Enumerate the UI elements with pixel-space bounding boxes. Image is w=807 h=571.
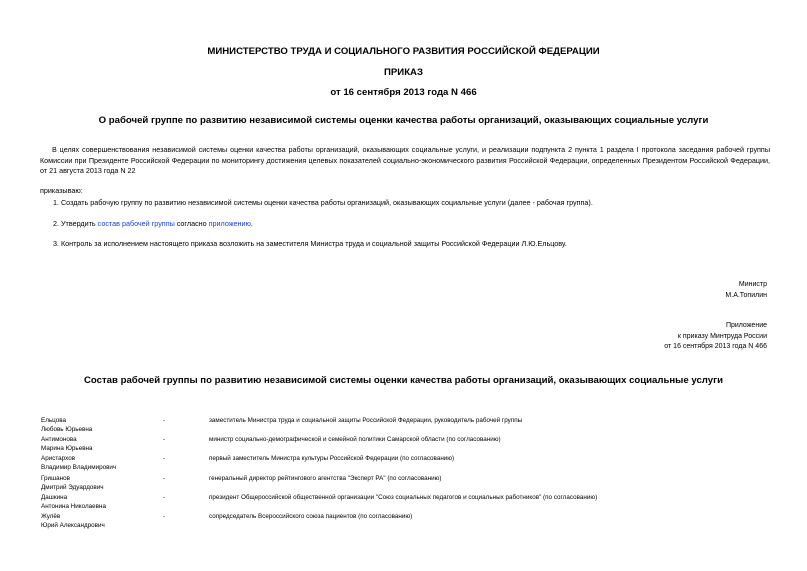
document-subject: О рабочей группе по развитию независимой системы оценки качества работы организаций, оказывающих социальные услуги	[98, 115, 709, 126]
member-given-name: Любовь Юрьевна	[41, 425, 93, 433]
order-item-2-suffix: .	[250, 219, 253, 228]
order-word: приказываю:	[40, 186, 83, 195]
appendix-link[interactable]: приложению	[208, 219, 251, 228]
member-surname: Аристархов	[41, 455, 76, 462]
member-name	[41, 436, 93, 453]
member-name	[41, 455, 116, 472]
signature-position: Министр	[738, 281, 767, 288]
composition-title: Состав рабочей группы по развитию независимой системы оценки качества работы организаций, оказывающих социальные услуги	[83, 375, 724, 386]
member-name	[41, 513, 105, 530]
member-given-name: Дмитрий Эдуардович	[41, 483, 104, 491]
order-item-1: 1. Создать рабочую группу по развитию независимой системы оценки качества работы организаций, оказывающих социальные услуги (далее - рабочая группа).	[53, 198, 593, 207]
order-item-3: 3. Контроль за исполнением настоящего приказа возложить на заместителя Министра труда и социальной защиты Российской Федерации Л.Ю.Ельцову.	[53, 239, 567, 248]
preamble-paragraph: В целях совершенствования независимой системы оценки качества работы организаций, оказывающих социальные услуги, и реализации подпункта 2 пункта 1 раздела I протокола заседания рабочей группы Комиссии при Президенте Российской Федерации по мониторингу достижения целевых показателей социально-экономического развития Российской Федерации, определенных Президентом Российской Федерации, от 21 августа 2013 года N 22	[40, 145, 770, 175]
order-item-2	[53, 219, 253, 229]
appendix-line-2: к приказу Минтруда России	[677, 332, 767, 340]
member-role: генеральный директор рейтингового агентства "Эксперт РА" (по согласованию)	[209, 475, 442, 482]
member-surname: Дашкина	[41, 494, 68, 501]
composition-link[interactable]: состав рабочей группы	[97, 219, 175, 228]
member-surname: Жулёв	[41, 513, 61, 520]
document-type: ПРИКАЗ	[384, 67, 423, 78]
order-item-2-prefix: 2. Утвердить	[53, 219, 98, 228]
member-surname: Антимонова	[41, 436, 77, 443]
member-given-name: Юрий Александрович	[41, 521, 105, 529]
appendix-line-1: Приложение	[725, 322, 767, 329]
order-item-2-middle: согласно	[174, 219, 209, 228]
signature-block	[725, 280, 767, 301]
member-name	[41, 475, 104, 492]
member-given-name: Антонина Николаевна	[41, 502, 106, 510]
member-dash: -	[163, 494, 166, 501]
appendix-reference	[664, 321, 767, 353]
member-role: первый заместитель Министра культуры Российской Федерации (по согласованию)	[209, 455, 455, 462]
member-given-name: Марина Юрьевна	[41, 444, 93, 452]
member-role: президент Общероссийской общественной организации "Союз социальных педагогов и социальных работников" (по согласованию)	[209, 494, 598, 501]
member-dash: -	[163, 513, 166, 520]
signature-name: М.А.Топилин	[725, 291, 767, 299]
member-dash: -	[163, 455, 166, 462]
member-surname: Гришанов	[41, 475, 70, 482]
member-role: заместитель Министра труда и социальной защиты Российской Федерации, руководитель рабочей группы	[209, 417, 523, 424]
member-name	[41, 494, 106, 511]
member-dash: -	[163, 436, 166, 443]
member-role: министр социально-демографической и семейной политики Самарской области (по согласованию)	[209, 436, 501, 443]
member-surname: Ельцова	[41, 417, 66, 424]
appendix-line-3: от 16 сентября 2013 года N 466	[664, 343, 767, 351]
document-date-number: от 16 сентября 2013 года N 466	[330, 87, 477, 98]
member-given-name: Владимир Владимирович	[41, 463, 117, 471]
member-dash: -	[163, 475, 166, 482]
member-name	[41, 417, 92, 434]
member-dash: -	[163, 417, 166, 424]
ministry-heading: МИНИСТЕРСТВО ТРУДА И СОЦИАЛЬНОГО РАЗВИТИЯ РОССИЙСКОЙ ФЕДЕРАЦИИ	[207, 46, 600, 57]
member-role: сопредседатель Всероссийского союза пациентов (по согласованию)	[209, 513, 413, 520]
